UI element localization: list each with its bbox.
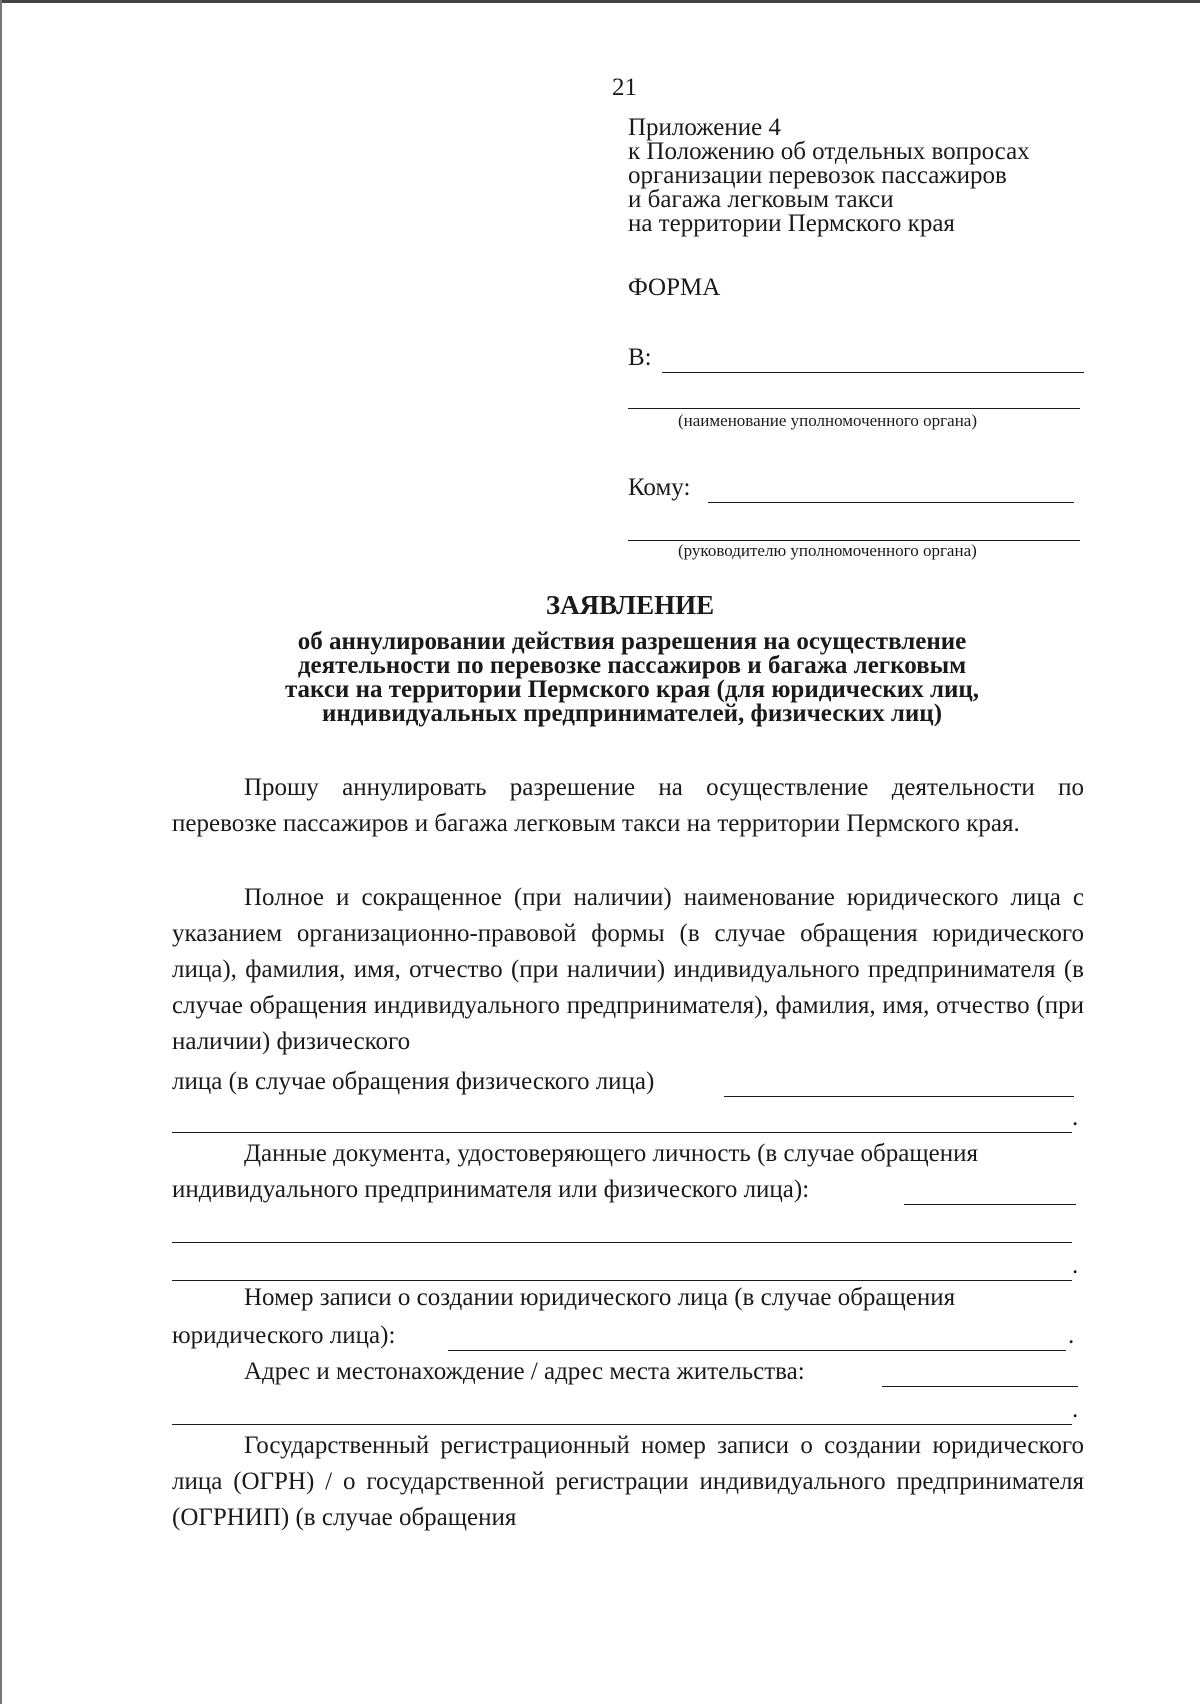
scan-top-edge: [0, 0, 1200, 3]
ogrn-paragraph: [172, 1428, 1084, 1536]
document-subtitle: [232, 630, 1032, 726]
appendix-line: Приложение 4: [628, 114, 781, 141]
whom-field-line-2[interactable]: [628, 512, 1080, 541]
id-doc-line2: индивидуального предпринимателя или физического лица):: [172, 1176, 810, 1203]
appendix-line: и багажа легковым такси: [628, 186, 894, 213]
name-paragraph: [172, 880, 1084, 1060]
request-text: Прошу аннулировать разрешение на осуществление деятельности по перевозке пассажиров и багажа легковым такси на территории Пермского края.: [172, 774, 1084, 837]
id-doc-field-line[interactable]: [904, 1172, 1076, 1205]
page-number: 21: [612, 74, 637, 101]
id-doc-field-line-3[interactable]: [172, 1252, 1072, 1281]
subtitle-line: об аннулировании действия разрешения на осуществление: [297, 628, 967, 655]
id-doc-field-line-2[interactable]: [172, 1214, 1072, 1243]
to-field-label: В:: [628, 344, 652, 371]
address-label: Адрес и местонахождение / адрес места жительства:: [244, 1358, 805, 1385]
period-mark: .: [1072, 1396, 1079, 1423]
whom-field-label: Кому:: [628, 474, 691, 501]
to-field-line[interactable]: [662, 344, 1084, 373]
request-paragraph: [172, 770, 1084, 842]
to-field-line-2[interactable]: [628, 380, 1080, 409]
name-text: Полное и сокращенное (при наличии) наименование юридического лица с указанием организационно-правовой формы (в случае обращения юридического лица), фамилия, имя, отчество (при наличии) индивидуального предпринимателя (в случае обращения индивидуального предпринимателя), фамилия, имя, отчество (при наличии) физического: [172, 884, 1084, 1055]
period-mark: .: [1072, 1104, 1079, 1131]
id-doc-line1: Данные документа, удостоверяющего личность (в случае обращения: [244, 1140, 978, 1167]
appendix-line: к Положению об отдельных вопросах: [628, 138, 1030, 165]
subtitle-line: деятельности по перевозке пассажиров и багажа легковым: [297, 652, 967, 679]
address-field-line[interactable]: [882, 1354, 1078, 1387]
record-line1: Номер записи о создании юридического лица (в случае обращения: [244, 1284, 956, 1311]
appendix-line: организации перевозок пассажиров: [628, 162, 1007, 189]
ogrn-text: Государственный регистрационный номер записи о создании юридического лица (ОГРН) / о государственной регистрации индивидуального предпринимателя (ОГРНИП) (в случае обращения: [172, 1432, 1084, 1531]
subtitle-line: такси на территории Пермского края (для юридических лиц,: [284, 676, 980, 703]
name-field-line[interactable]: [724, 1064, 1074, 1097]
form-label: ФОРМА: [628, 274, 721, 301]
appendix-line: на территории Пермского края: [628, 210, 955, 237]
whom-field-line[interactable]: [708, 474, 1074, 503]
document-title: ЗАЯВЛЕНИЕ: [545, 590, 715, 620]
whom-field-caption: (руководителю уполномоченного органа): [678, 541, 977, 560]
address-field-line-2[interactable]: [172, 1396, 1072, 1425]
record-field-line[interactable]: [448, 1318, 1066, 1351]
period-mark: .: [1068, 1322, 1075, 1349]
record-line2: юридического лица):: [172, 1322, 396, 1349]
name-field-line-2[interactable]: [172, 1104, 1072, 1133]
scan-left-edge: [0, 0, 2, 1704]
period-mark: .: [1072, 1252, 1079, 1279]
to-field-caption: (наименование уполномоченного органа): [678, 411, 978, 430]
appendix-header: [628, 116, 1030, 236]
subtitle-line: индивидуальных предпринимателей, физических лиц): [321, 700, 943, 727]
name-last-line: лица (в случае обращения физического лица): [172, 1068, 655, 1095]
